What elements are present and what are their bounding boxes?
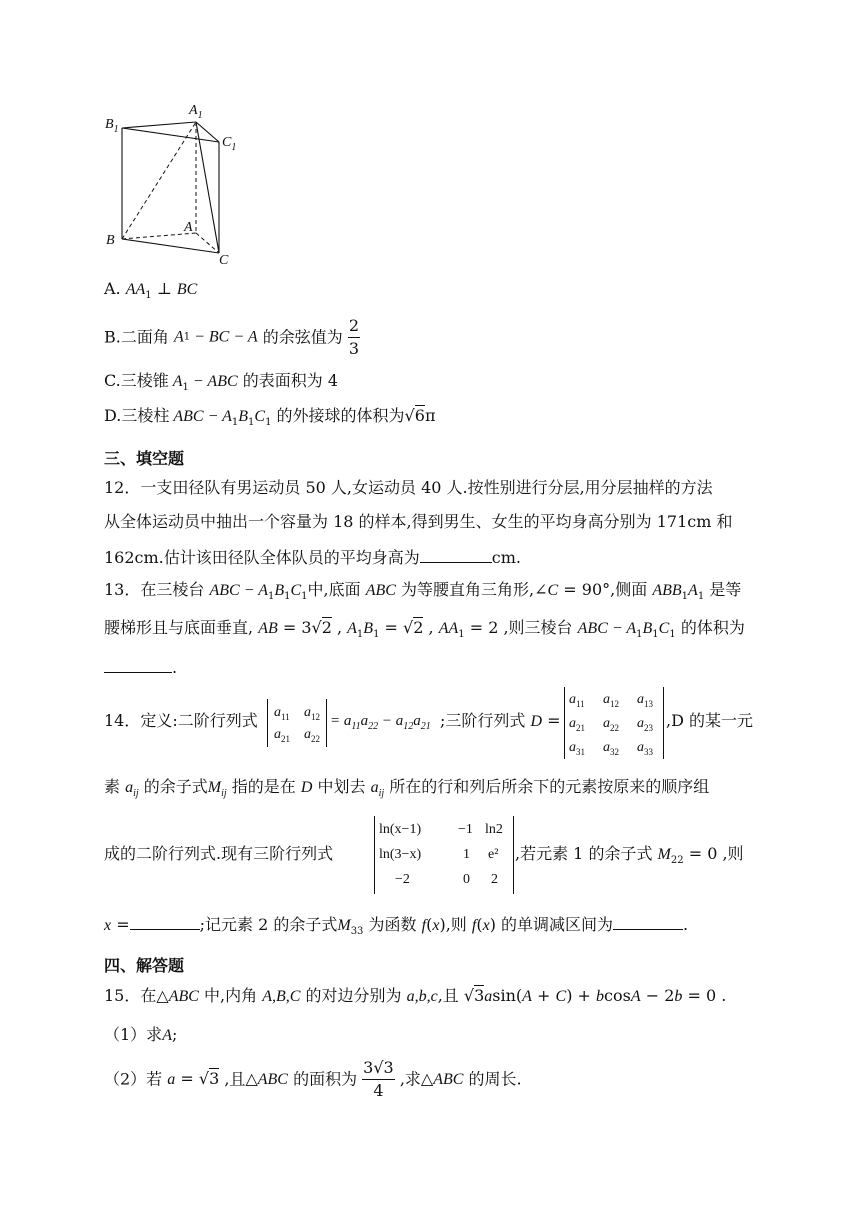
q13-line3: . [104,658,177,676]
label-b1: $B_1$ [105,117,119,135]
label-a1: $A_1$ [189,103,203,121]
q12-line3: 162cm.估计该田径队全体队员的平均身高为 cm. [104,548,521,567]
option-b: B.二面角 A1 − BC − A 的余弦值为 $\frac{2}{3}$ [104,316,360,358]
q14-line3-b: ,若元素 1 的余子式 $M_{22} = 0$ ,则 [515,844,744,867]
q14-line4: x = ;记元素 2 的余子式$M_{33}$ 为函数 f(x),则 f(x) 的单调减区间为 . [104,915,689,938]
option-c: C.三棱锥 $A_1$ − ABC 的表面积为 4 [104,371,339,394]
q15-line1: 15．在△ABC 中,内角 A,B,C 的对边分别为 a,b,c,且 √3asin(A + C) + bcosA − 2b = 0 . [104,986,727,1005]
q13-line2: 腰梯形且与底面垂直, AB = 3√2 , $A_1B_1 = √2$ , $AA_1 = 2$ ,则三棱台 ABC − $A_1B_1C_1$ 的体积为 [104,618,745,641]
label-c: C [219,253,229,268]
option-a: A. $AA_1$ ⊥ BC [104,279,198,302]
det3-given: ln(x−1) −1 ln2 ln(3−x) 1 e² −2 0 2 [374,816,514,894]
q13-line1: 13．在三棱台 ABC − $A_1B_1C_1$中,底面 ABC 为等腰直角三角形,∠C = 90°,侧面 $ABB_1A_1$ 是等 [104,580,742,603]
q12-line2: 从全体运动员中抽出一个容量为 18 的样本,得到男生、女生的平均身高分别为 171cm 和 [104,512,733,531]
label-a: A [184,220,193,235]
q14-mid: ;三阶行列式 D = [440,711,561,730]
option-d: D.三棱柱 ABC − $A_1B_1C_1$ 的外接球的体积为√6π [104,406,436,429]
q14-line3-a: 成的二阶行列式.现有三阶行列式 [104,844,334,863]
prism-figure [100,100,250,270]
section-3-title: 三、填空题 [104,449,185,468]
q14-line2: 素 $a_{ij}$ 的余子式$M_{ij}$ 指的是在 D 中划去 $a_{ij}$ 所在的行和列后所余下的元素按原来的顺序组 [104,777,710,800]
det2-expansion: = $a_{11}a_{22} - a_{12}a_{21}$ [330,713,431,732]
q15-part2: （2）若 a = √3 ,且△ABC 的面积为 $\frac{3√3}{4}$ ,求△ABC 的周长. [104,1058,522,1100]
det2-definition: $a_{11}$ $a_{12}$ $a_{21}$ $a_{22}$ [267,699,327,747]
det3-definition: $a_{11}$ $a_{12}$ $a_{13}$ $a_{21}$ $a_{22}$ $a_{23}$ $a_{31}$ $a_{32}$ $a_{33}$ [564,687,664,759]
q14-end: ,D 的某一元 [666,711,754,730]
q15-part1: （1）求A; [104,1025,178,1044]
q12-line1: 12．一支田径队有男运动员 50 人,女运动员 40 人.按性别进行分层,用分层抽样的方法 [104,478,713,497]
label-b: B [106,233,115,248]
prism-diagram [100,100,250,270]
section-4-title: 四、解答题 [104,956,185,975]
label-c1: $C_1$ [222,135,237,153]
q14-intro: 14．定义:二阶行列式 [104,711,258,730]
